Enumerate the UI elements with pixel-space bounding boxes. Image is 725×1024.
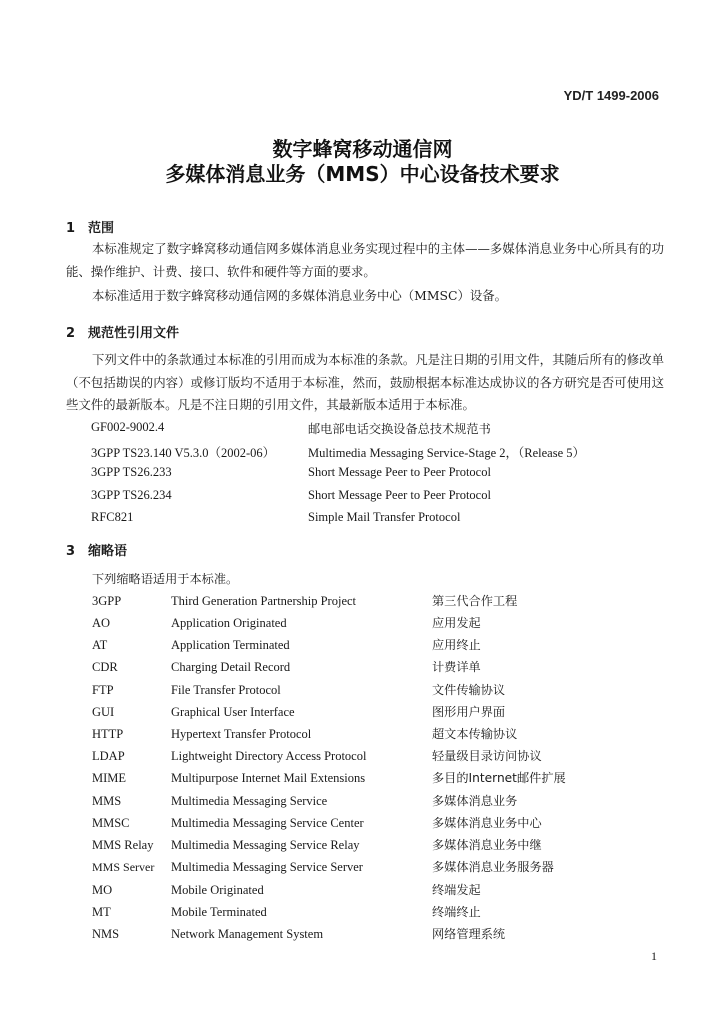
abbr-chinese: 应用终止 (432, 638, 481, 652)
abbr-chinese: 多媒体消息业务服务器 (432, 860, 554, 874)
reference-code: GF002-9002.4 (91, 420, 165, 434)
abbr-english: Application Terminated (171, 638, 290, 652)
section-1-paragraph-2: 本标准适用于数字蜂窝移动通信网的多媒体消息业务中心（MMSC）设备。 (92, 288, 508, 303)
abbr-chinese: 终端发起 (432, 883, 481, 897)
abbr-term: MMS (92, 794, 122, 808)
abbr-chinese: 多目的Internet邮件扩展 (432, 771, 566, 785)
abbr-english: Multimedia Messaging Service Relay (171, 838, 360, 852)
section-2-paragraph: 下列文件中的条款通过本标准的引用而成为本标准的条款。凡是注日期的引用文件，其随后所有的修改单（不包括勘误的内容）或修订版均不适用于本标准，然而，鼓励根据本标准达成协议的各方研究是否可使用这些文件的最新版本。凡是不注日期的引用文件，其最新版本适用于本标准。 (66, 352, 664, 412)
section-3-intro: 下列缩略语适用于本标准。 (92, 572, 239, 586)
reference-title: Multimedia Messaging Service-Stage 2，（Release 5） (308, 446, 586, 460)
abbr-english: Multimedia Messaging Service Server (171, 860, 363, 874)
abbr-term: AT (92, 638, 108, 652)
section-number: 1 (66, 221, 76, 236)
reference-title: Simple Mail Transfer Protocol (308, 510, 461, 524)
section-title: 范围 (88, 221, 115, 236)
abbr-term: MMS Relay (92, 838, 154, 852)
abbr-term: LDAP (92, 749, 125, 763)
abbr-term: FTP (92, 683, 114, 697)
abbr-english: Multipurpose Internet Mail Extensions (171, 771, 366, 785)
abbr-term: MO (92, 883, 113, 897)
abbr-term: CDR (92, 660, 118, 674)
abbr-term: 3GPP (92, 594, 122, 608)
section-2-heading (66, 322, 179, 341)
abbr-english: File Transfer Protocol (171, 683, 281, 697)
title-line-2: 多媒体消息业务（MMS）中心设备技术要求 (165, 162, 560, 186)
abbr-english: Mobile Terminated (171, 905, 267, 919)
abbr-chinese: 轻量级目录访问协议 (432, 749, 542, 763)
abbr-english: Third Generation Partnership Project (171, 594, 357, 608)
section-title: 规范性引用文件 (88, 326, 180, 341)
section-1-heading (66, 217, 114, 236)
abbr-english: Charging Detail Record (171, 660, 291, 674)
abbr-chinese: 超文本传输协议 (432, 727, 518, 741)
abbr-term: MIME (92, 771, 127, 785)
abbr-chinese: 应用发起 (432, 616, 481, 630)
section-number: 3 (66, 544, 76, 559)
reference-title: 邮电部电话交换设备总技术规范书 (308, 422, 491, 436)
abbr-chinese: 网络管理系统 (432, 927, 506, 941)
section-number: 2 (66, 326, 76, 341)
reference-title: Short Message Peer to Peer Protocol (308, 488, 491, 502)
abbr-english: Network Management System (171, 927, 324, 941)
abbr-term: GUI (92, 705, 115, 719)
abbr-chinese: 第三代合作工程 (432, 594, 518, 608)
abbr-chinese: 多媒体消息业务 (432, 794, 518, 808)
reference-code: 3GPP TS23.140 V5.3.0（2002-06） (91, 446, 276, 460)
section-title: 缩略语 (88, 544, 128, 559)
abbr-chinese: 终端终止 (432, 905, 481, 919)
abbr-english: Graphical User Interface (171, 705, 295, 719)
abbr-english: Multimedia Messaging Service (171, 794, 328, 808)
section-1-paragraph-1: 本标准规定了数字蜂窝移动通信网多媒体消息业务实现过程中的主体——多媒体消息业务中心所具有的功能、操作维护、计费、接口、软件和硬件等方面的要求。 (66, 241, 664, 279)
abbr-english: Application Originated (171, 616, 287, 630)
reference-code: 3GPP TS26.233 (91, 465, 172, 479)
abbr-term: HTTP (92, 727, 124, 741)
abbr-english: Lightweight Directory Access Protocol (171, 749, 367, 763)
abbr-term: NMS (92, 927, 120, 941)
abbr-term: AO (92, 616, 111, 630)
reference-code: 3GPP TS26.234 (91, 488, 172, 502)
abbr-english: Hypertext Transfer Protocol (171, 727, 312, 741)
page-number: 1 (651, 949, 657, 963)
abbr-term: MMS Server (92, 860, 155, 874)
standard-code: YD/T 1499-2006 (563, 88, 659, 103)
abbr-english: Mobile Originated (171, 883, 264, 897)
reference-title: Short Message Peer to Peer Protocol (308, 465, 491, 479)
reference-code: RFC821 (91, 510, 134, 524)
abbr-chinese: 文件传输协议 (432, 683, 506, 697)
abbr-chinese: 计费详单 (432, 660, 481, 674)
abbr-english: Multimedia Messaging Service Center (171, 816, 364, 830)
abbr-term: MMSC (92, 816, 130, 830)
abbr-term: MT (92, 905, 111, 919)
title-line-1: 数字蜂窝移动通信网 (272, 137, 453, 161)
abbr-chinese: 多媒体消息业务中继 (432, 838, 542, 852)
abbr-chinese: 多媒体消息业务中心 (432, 816, 542, 830)
section-3-heading (66, 540, 127, 559)
abbr-chinese: 图形用户界面 (432, 705, 506, 719)
